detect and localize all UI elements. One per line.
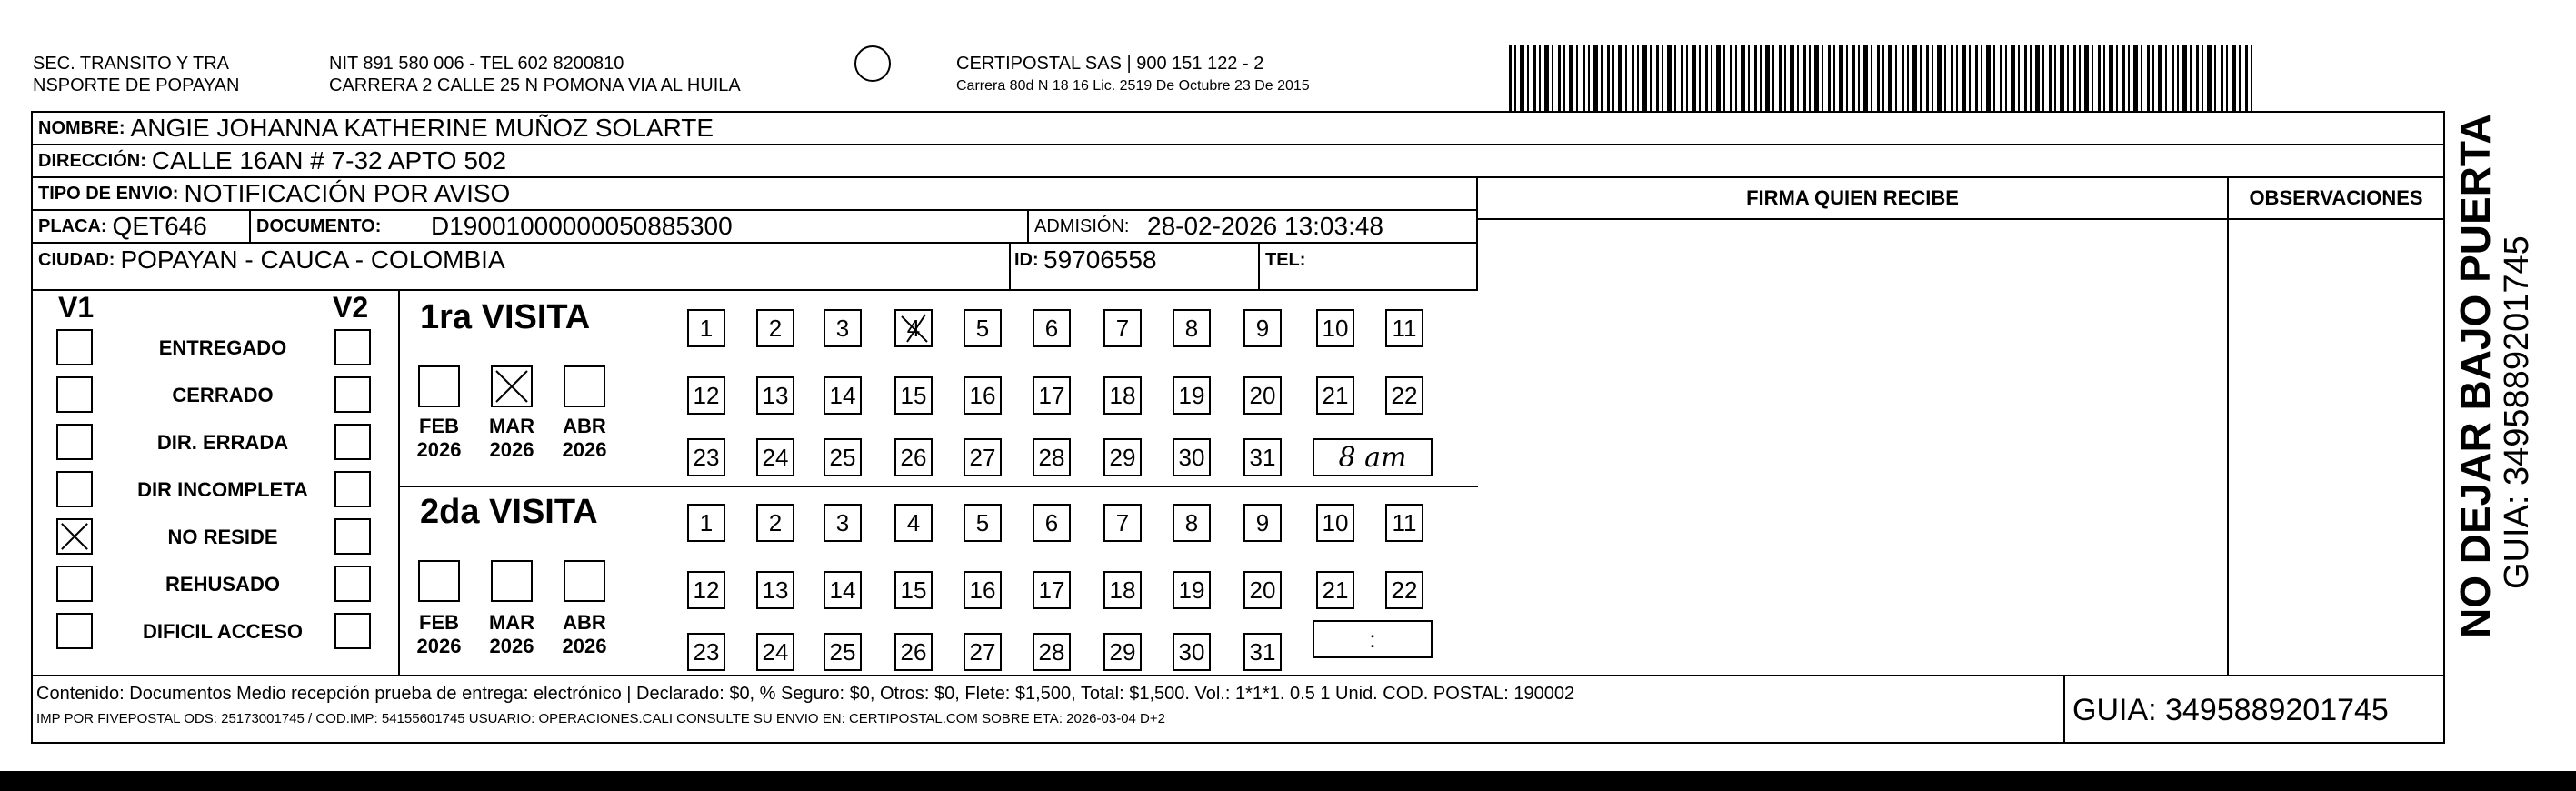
visita1-day-22[interactable]: 22	[1385, 376, 1423, 415]
visita2-month-feb-label: FEB 2026	[416, 611, 462, 657]
footer-contenido: Contenido: Documentos Medio recepción prueba de entrega: electrónico | Declarado: $0, % Seguro: $0, Otros: $0, Flete: $1,500, Total: $1,500. Vol.: 1*1*1. 0.5 1 Unid. COD. POSTAL: 190002	[36, 684, 1575, 704]
documento-value: D19001000000050885300	[431, 212, 733, 240]
sender-line-1: SEC. TRANSITO Y TRA	[33, 54, 229, 74]
status-label-dificil-acceso: DIFICIL ACCESO	[142, 620, 303, 643]
visita2-day-6[interactable]: 6	[1033, 504, 1071, 542]
ciudad-row	[33, 244, 1478, 291]
v1-header: V1	[58, 291, 95, 324]
visita1-day-10[interactable]: 10	[1316, 309, 1354, 347]
footer-imp: IMP POR FIVEPOSTAL ODS: 25173001745 / COD.IMP: 54155601745 USUARIO: OPERACIONES.CALI CONSULTE SU ENVIO EN: CERTIPOSTAL.COM SOBRE ETA: 2026-03-04 D+2	[36, 711, 1165, 726]
visita1-month-abr-label: ABR 2026	[562, 415, 607, 461]
visita1-day-13[interactable]: 13	[756, 376, 794, 415]
visita2-day-11[interactable]: 11	[1385, 504, 1423, 542]
visita2-day-29[interactable]: 29	[1103, 633, 1142, 671]
observaciones-header: OBSERVACIONES	[2229, 178, 2443, 220]
visita2-day-4[interactable]: 4	[894, 504, 933, 542]
tel-label: TEL:	[1265, 250, 1306, 270]
footer-guia: GUIA: 3495889201745	[2072, 693, 2389, 727]
status-v2-dir-errada[interactable]	[334, 424, 371, 460]
documento-label: DOCUMENTO:	[256, 215, 382, 236]
status-label-entregado: ENTREGADO	[158, 336, 287, 359]
nombre-value: ANGIE JOHANNA KATHERINE MUÑOZ SOLARTE	[130, 114, 714, 142]
admision-value: 28-02-2026 13:03:48	[1147, 212, 1383, 240]
nombre-row	[33, 113, 2445, 145]
visita1-day-26[interactable]: 26	[894, 438, 933, 476]
visita1-time-box[interactable]: 8 am	[1313, 438, 1433, 476]
status-v1-dir-errada[interactable]	[56, 424, 93, 460]
sender-line-2: NSPORTE DE POPAYAN	[33, 75, 240, 95]
status-v2-cerrado[interactable]	[334, 376, 371, 413]
direccion-value: CALLE 16AN # 7-32 APTO 502	[151, 146, 507, 175]
visita1-day-3[interactable]: 3	[824, 309, 862, 347]
visita2-month-mar-box[interactable]	[491, 560, 533, 602]
address-line: CARRERA 2 CALLE 25 N POMONA VIA AL HUILA	[329, 75, 741, 95]
visita1-month-mar-box[interactable]	[491, 365, 533, 407]
side-guia: GUIA: 3495889201745	[2498, 235, 2536, 589]
visita1-day-17[interactable]: 17	[1033, 376, 1071, 415]
bottom-rule	[0, 771, 2576, 791]
visita2-day-21[interactable]: 21	[1316, 571, 1354, 609]
visita2-day-27[interactable]: 27	[964, 633, 1002, 671]
visita1-day-16[interactable]: 16	[964, 376, 1002, 415]
visita1-day-12[interactable]: 12	[687, 376, 725, 415]
firma-header: FIRMA QUIEN RECIBE	[1478, 178, 2227, 220]
tipo-label: TIPO DE ENVIO:	[38, 183, 179, 204]
visita2-day-17[interactable]: 17	[1033, 571, 1071, 609]
status-v1-dir-incompleta[interactable]	[56, 471, 93, 507]
visita2-day-30[interactable]: 30	[1173, 633, 1211, 671]
ciudad-label: CIUDAD:	[38, 250, 115, 270]
visita1-day-25[interactable]: 25	[824, 438, 862, 476]
visita1-day-18[interactable]: 18	[1103, 376, 1142, 415]
visita2-day-24[interactable]: 24	[756, 633, 794, 671]
visita1-title: 1ra VISITA	[420, 298, 591, 336]
status-v1-no-reside[interactable]	[56, 518, 93, 555]
visita2-month-abr-label: ABR 2026	[562, 611, 607, 657]
status-v1-entregado[interactable]	[56, 329, 93, 365]
placa-row	[33, 211, 1478, 244]
visita2-month-abr-box[interactable]	[564, 560, 605, 602]
visita2-month-mar-label: MAR 2026	[488, 611, 535, 657]
visita2-day-12[interactable]: 12	[687, 571, 725, 609]
visita1-day-5[interactable]: 5	[964, 309, 1002, 347]
visita1-day-21[interactable]: 21	[1316, 376, 1354, 415]
visita2-day-20[interactable]: 20	[1243, 571, 1282, 609]
status-v1-cerrado[interactable]	[56, 376, 93, 413]
nombre-label: NOMBRE:	[38, 117, 125, 138]
status-label-no-reside: NO RESIDE	[167, 526, 278, 548]
visita2-day-1[interactable]: 1	[687, 504, 725, 542]
side-warning: NO DEJAR BAJO PUERTA	[2451, 114, 2499, 638]
company-logo-icon	[854, 45, 891, 82]
status-label-rehusado: REHUSADO	[165, 573, 280, 596]
visita2-day-9[interactable]: 9	[1243, 504, 1282, 542]
visita1-day-30[interactable]: 30	[1173, 438, 1211, 476]
visita2-day-15[interactable]: 15	[894, 571, 933, 609]
tipo-value: NOTIFICACIÓN POR AVISO	[184, 179, 511, 207]
visita2-day-7[interactable]: 7	[1103, 504, 1142, 542]
visita1-month-feb-box[interactable]	[418, 365, 460, 407]
company-sub: Carrera 80d N 18 16 Lic. 2519 De Octubre 23 De 2015	[956, 78, 1310, 94]
visita1-day-28[interactable]: 28	[1033, 438, 1071, 476]
visita2-day-3[interactable]: 3	[824, 504, 862, 542]
visita2-day-10[interactable]: 10	[1316, 504, 1354, 542]
handwritten-x-icon	[493, 367, 531, 406]
placa-label: PLACA:	[38, 215, 107, 236]
visita2-day-2[interactable]: 2	[756, 504, 794, 542]
visita2-day-31[interactable]: 31	[1243, 633, 1282, 671]
visita2-day-13[interactable]: 13	[756, 571, 794, 609]
status-v2-dificil-acceso[interactable]	[334, 613, 371, 649]
id-value: 59706558	[1043, 245, 1157, 274]
visita1-day-19[interactable]: 19	[1173, 376, 1211, 415]
admision-label: ADMISIÓN:	[1034, 215, 1130, 236]
barcode	[1509, 45, 2254, 111]
visita2-day-28[interactable]: 28	[1033, 633, 1071, 671]
status-v2-entregado[interactable]	[334, 329, 371, 365]
visita2-day-23[interactable]: 23	[687, 633, 725, 671]
visita1-day-9[interactable]: 9	[1243, 309, 1282, 347]
visita2-day-22[interactable]: 22	[1385, 571, 1423, 609]
visita1-month-abr-box[interactable]	[564, 365, 605, 407]
visita2-day-16[interactable]: 16	[964, 571, 1002, 609]
id-label: ID:	[1014, 250, 1039, 270]
visita1-day-15[interactable]: 15	[894, 376, 933, 415]
status-v2-rehusado[interactable]	[334, 566, 371, 602]
v2-header: V2	[333, 291, 369, 324]
visita2-day-5[interactable]: 5	[964, 504, 1002, 542]
visita1-day-6[interactable]: 6	[1033, 309, 1071, 347]
visita2-time-box[interactable]: :	[1313, 620, 1433, 658]
visita1-day-7[interactable]: 7	[1103, 309, 1142, 347]
visita2-day-19[interactable]: 19	[1173, 571, 1211, 609]
visita2-day-26[interactable]: 26	[894, 633, 933, 671]
status-v1-dificil-acceso[interactable]	[56, 613, 93, 649]
visita2-month-feb-box[interactable]	[418, 560, 460, 602]
visita1-day-23[interactable]: 23	[687, 438, 725, 476]
visita1-day-11[interactable]: 11	[1385, 309, 1423, 347]
tipo-row	[33, 178, 1478, 211]
visita1-day-31[interactable]: 31	[1243, 438, 1282, 476]
visita2-title: 2da VISITA	[420, 493, 598, 531]
status-v2-dir-incompleta[interactable]	[334, 471, 371, 507]
visita2-day-14[interactable]: 14	[824, 571, 862, 609]
status-label-dir-incompleta: DIR INCOMPLETA	[137, 478, 308, 501]
visita1-day-20[interactable]: 20	[1243, 376, 1282, 415]
visita1-day-27[interactable]: 27	[964, 438, 1002, 476]
direccion-label: DIRECCIÓN:	[38, 150, 146, 171]
company-line: CERTIPOSTAL SAS | 900 151 122 - 2	[956, 54, 1264, 74]
visita1-day-24[interactable]: 24	[756, 438, 794, 476]
status-label-dir-errada: DIR. ERRADA	[156, 431, 289, 454]
visita1-day-14[interactable]: 14	[824, 376, 862, 415]
status-v1-rehusado[interactable]	[56, 566, 93, 602]
visita1-month-mar-label: MAR 2026	[488, 415, 535, 461]
ciudad-value: POPAYAN - CAUCA - COLOMBIA	[120, 245, 505, 274]
placa-value: QET646	[112, 212, 207, 240]
status-v2-no-reside[interactable]	[334, 518, 371, 555]
visita1-day-4[interactable]: 4	[894, 309, 933, 347]
visita1-month-feb-label: FEB 2026	[416, 415, 462, 461]
status-label-cerrado: CERRADO	[172, 384, 274, 406]
visita1-day-2[interactable]: 2	[756, 309, 794, 347]
visita1-day-29[interactable]: 29	[1103, 438, 1142, 476]
visita2-day-8[interactable]: 8	[1173, 504, 1211, 542]
direccion-row	[33, 145, 2445, 178]
visita2-day-18[interactable]: 18	[1103, 571, 1142, 609]
visita2-day-25[interactable]: 25	[824, 633, 862, 671]
nit-line: NIT 891 580 006 - TEL 602 8200810	[329, 54, 624, 74]
visita1-day-1[interactable]: 1	[687, 309, 725, 347]
visita1-day-8[interactable]: 8	[1173, 309, 1211, 347]
